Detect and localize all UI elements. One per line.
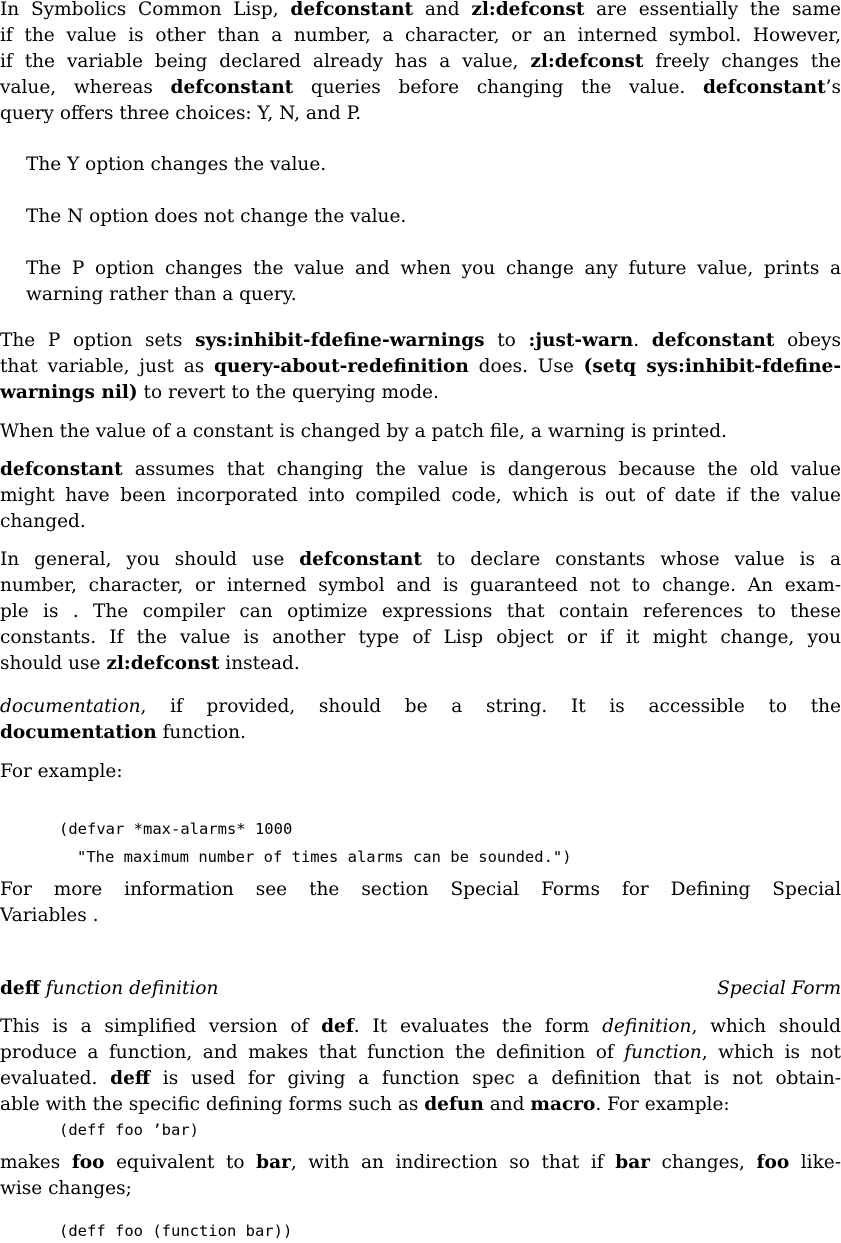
deff-description-paragraph: This is a simplified version of def. It evaluates the form definition, which should produce a function, and makes that function the definition of function, which is not evaluated. deff is used for giving a function spec a definition that is not obtain- able with the specific defining forms such as defun and macro. For example: — [0, 1016, 841, 1115]
p-option-paragraph: The P option sets sys:inhibit-fdefine-warnings to :just-warn. defconstant obeys that variable, just as query-about-redefinition does. Use (setq sys:inhibit-fdefine- warnings nil) to revert to the querying mode. — [0, 330, 841, 403]
general-usage-paragraph: In general, you should use defconstant to declare constants whose value is a number, character, or interned symbol and is guaranteed not to change. An exam- ple is . The compiler can optimize expressions that contain references to these constants. If the value is another type of Lisp object or if it might change, you should use zl:defconst instead. — [0, 549, 841, 674]
deff-name: deff — [0, 978, 40, 999]
for-example-label: For example: — [0, 761, 123, 782]
indirection-paragraph: makes foo equivalent to bar, with an indirection so that if bar changes, foo like- wise changes; — [0, 1152, 841, 1199]
more-info-paragraph: For more information see the section Special Forms for Defining Special Variables . — [0, 879, 841, 926]
option-y: The Y option changes the value. — [26, 154, 327, 175]
code-example-deff-function: (deff foo (function bar)) — [59, 1222, 293, 1240]
deff-entry-header — [0, 976, 841, 1002]
code-example-defvar-doc: "The maximum number of times alarms can be sounded.") — [77, 848, 572, 866]
code-example-defvar: (defvar *max-alarms* 1000 — [59, 820, 293, 838]
danger-paragraph: defconstant assumes that changing the value is dangerous because the old value might have been incorporated into compiled code, which is out of date if the value changed. — [0, 459, 841, 532]
intro-paragraph: In Symbolics Common Lisp, defconstant and zl:defconst are essentially the same if the value is other than a number, a character, or an interned symbol. However, if the variable being declared already has a value, zl:defconst freely changes the value, whereas defconstant queries before changing the value. defconstant’s query offers three choices: Y, N, and P. — [0, 0, 841, 124]
documentation-paragraph: documentation, if provided, should be a string. It is accessible to the documentation function. — [0, 696, 841, 743]
option-p: The P option changes the value and when you change any future value, prints a warning rather than a query. — [26, 258, 841, 305]
code-example-deff-quote: (deff foo ’bar) — [59, 1121, 199, 1139]
deff-args: function definition — [39, 978, 219, 999]
option-n: The N option does not change the value. — [26, 206, 407, 227]
entry-kind: Special Form — [717, 978, 841, 999]
patch-file-paragraph: When the value of a constant is changed by a patch file, a warning is printed. — [0, 421, 727, 442]
